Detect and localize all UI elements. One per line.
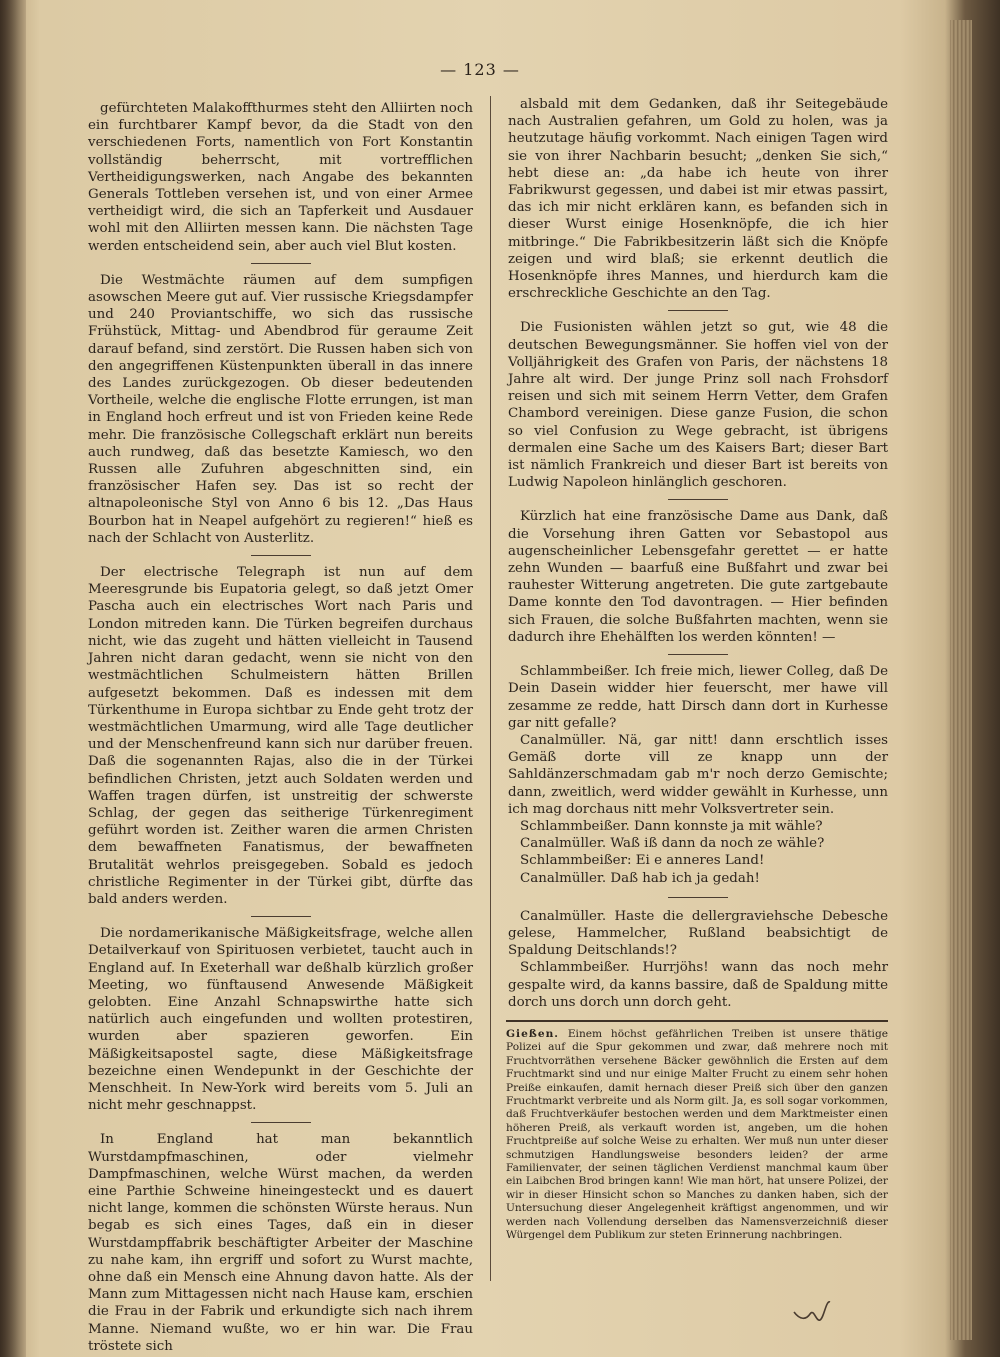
section-separator [251, 555, 311, 556]
dialog-line: Canalmüller. Waß iß dann da noch ze wähle? [520, 836, 825, 852]
column-divider [490, 96, 491, 1281]
news-body: Einem höchst gefährlichen Treiben ist unsere thätige Polizei auf die Spur gekommen und zwar, daß mehrere noch mit Fruchtvorräthen versehene Bäcker gewöhnlich die Ersten auf dem Fruchtmarkt sind und nur einige Malter Frucht zu einem sehr hohen Preiße einkaufen, damit hernach dieser Preiß sich über den ganzen Fruchtmarkt verbreite und als Norm gilt. Ja, es soll sogar vorkommen, daß Fruchtverkäufer bestochen werden und dem Marktmeister einen höheren Preiß, als verkauft worden ist, angeben, um die hohen Fruchtpreiße auf solche Weise zu erhalten. Wer muß nun unter dieser schmutzigen Handlungsweise besonders leiden? der arme Familienvater, der seinen täglichen Verdienst manchmal kaum über ein Laibchen Brod bringen kann! Wie man hört, hat unsere Polizei, der wir in dieser Hinsicht schon so Manches zu danken haben, sich der Untersuchung dieser Angelegenheit kräftigst angenommen, und wir werden nach Vollendung derselben das Namensverzeichniß dieser Würgengel dem Publikum zur steten Erinnerung nachbringen. [506, 1028, 888, 1242]
article-paragraph: Die nordamerikanische Mäßigkeitsfrage, welche allen Detailverkauf von Spirituosen verbietet, taucht auch in England auf. In Exeterhall war deßhalb kürzlich großer Meeting, wo fünftausend Anwesende Mäßigkeit gelobten. Eine Anzahl Schnapswirthe hatte sich natürlich auch eingefunden und wollten protestiren, wurden aber spazieren geworfen. Ein Mäßigkeitsapostel sagte, diese Mäßigkeitsfrage bezeichne einen Wendepunkt in der Geschichte der Menschheit. In New-York wird bereits vom 5. Juli an nicht mehr geschnappst. [88, 926, 473, 1114]
dialog-line: Schlammbeißer. Hurrjöhs! wann das noch mehr gespalte wird, da kanns bassire, daß de Spaldung mitte dorch uns dorch unn dorch geht. [508, 960, 888, 1010]
dialog-line: Canalmüller. Nä, gar nitt! dann erschtlich isses Gemäß dorte vill ze knapp unn der Sahldänzerschmadam gab m'r noch derzo Gemischte; dann, zweitlich, werd widder gewählt in Kurhesse, unn ich mag dorchaus nitt mehr Volksvertreter sein. [508, 732, 888, 817]
section-separator [668, 310, 728, 311]
right-column [508, 96, 888, 1011]
left-column [88, 100, 473, 1355]
right-column-articles [508, 96, 888, 655]
article-paragraph: alsbald mit dem Gedanken, daß ihr Seitegebäude nach Australien gefahren, um Gold zu holen, was ja heutzutage häufig vorkommt. Nach einigen Tagen wird sie von ihrer Nachbarin besucht; „denken Sie sich,“ hebt diese an: „da habe ich heute von ihrer Fabrikwurst gegessen, und dabei ist mir etwas passirt, das ich mir nicht erklären kann, es befanden sich in dieser Wurst einige Hosenknöpfe, die ich hier mitbringe.“ Die Fabrikbesitzerin läßt sich die Knöpfe zeigen und wird blaß; sie erkennt deutlich die Hosenknöpfe ihres Mannes, und hierdurch kam die erschreckliche Geschichte an den Tag. [508, 97, 888, 302]
section-separator [251, 263, 311, 264]
page-edge-stack [950, 20, 972, 1340]
article-paragraph: Die Westmächte räumen auf dem sumpfigen asowschen Meere gut auf. Vier russische Kriegsdampfer und 240 Proviantschiffe, wo sich das russische Frühstück, Mittag- und Abendbrod für geraume Zeit darauf befand, sind zerstört. Die Russen haben sich von den angegriffenen Küstenpunkten überall in das innere des Landes zurückgezogen. Ob dieser bedeutenden Vortheile, welche die englische Flotte errungen, ist man in England hoch erfreut und ist von Frieden keine Rede mehr. Die französische Collegschaft erklärt nun bereits auch rundweg, daß das besetzte Kamiesch, wo den Russen alle Zufuhren abgeschnitten sind, ein französischer Hafen sey. Das ist so recht der altnapoleonische Styl von Anno 6 bis 12. „Das Haus Bourbon hat in Neapel aufgehört zu regieren!“ hieß es nach der Schlacht von Austerlitz. [88, 272, 473, 546]
section-separator [668, 897, 728, 898]
dialog-line: Canalmüller. Daß hab ich ja gedah! [520, 870, 760, 886]
dialog-line: Schlammbeißer: Ei e anneres Land! [520, 853, 765, 869]
section-separator [668, 499, 728, 500]
dialog-line: Canalmüller. Haste die dellergraviehsche Debesche gelese, Hammelcher, Rußland beabsichtigt de Spaldung Deitschlands!? [508, 908, 888, 959]
dialect-dialog-second [508, 908, 888, 1011]
article-paragraph: In England hat man bekanntlich Wurstdampfmaschinen, oder vielmehr Dampfmaschinen, welche Würst machen, da werden eine Parthie Schweine hineingesteckt und es dauert nicht lange, kommen die schönsten Würste heraus. Nun begab es sich eines Tages, daß ein in dieser Wurstdampffabrik beschäftigter Arbeiter der Maschine zu nahe kam, ihn ergriff und sofort zu Wurst machte, ohne daß ein Mensch eine Ahnung davon hatte. Als der Mann zum Mittagessen nicht nach Hause kam, erschien die Frau in der Fabrik und erkundigte sich nach ihrem Manne. Niemand wußte, wo er hin war. Die Frau tröstete sich [88, 1132, 473, 1354]
page-number: — 123 — [440, 60, 520, 79]
article-paragraph: Die Fusionisten wählen jetzt so gut, wie 48 die deutschen Bewegungsmänner. Sie hoffen viel von der Volljährigkeit des Grafen von Paris, der nächstens 18 Jahre alt wird. Der junge Prinz soll nach Frohsdorf reisen und sich mit seinem Herrn Vetter, dem Grafen Chambord vereinigen. Diese ganze Fusion, die schon so viel Confusion zu Wege gebracht, ist übrigens dermalen eine Sache um des Kaisers Bart; dieser Bart ist nämlich Frankreich und dieser Bart ist bereits von Ludwig Napoleon hinlänglich geschoren. [508, 320, 888, 491]
section-separator [251, 916, 311, 917]
news-heading: Gießen. [506, 1028, 559, 1040]
pencil-signature-mark [790, 1290, 850, 1330]
dialog-line: Schlammbeißer. Ich freie mich, liewer Colleg, daß De Dein Dasein widder hier feuerscht, mer hawe vill zesamme ze redde, hatt Dirsch dann dort in Kurhesse gar nitt gefalle? [508, 664, 888, 731]
local-news-giessen [506, 1020, 888, 1243]
article-paragraph: gefürchteten Malakoffthurmes steht den Alliirten noch ein furchtbarer Kampf bevor, da die Stadt von den verschiedenen Forts, namentlich von Fort Konstantin vollständig beherrscht, mit vortrefflichen Vertheidigungswerken, nach Angabe des bekannten Generals Tottleben versehen ist, und von einer Armee vertheidigt wird, die sich an Tapferkeit und Ausdauer wohl mit den Alliirten messen kann. Die nächsten Tage werden entscheidend sein, aber auch viel Blut kosten. [88, 101, 473, 254]
article-paragraph: Der electrische Telegraph ist nun auf dem Meeresgrunde bis Eupatoria gelegt, so daß jetzt Omer Pascha auch ein electrisches Wort nach Paris und London mitreden kann. Die Türken begreifen durchaus nicht, wie das zugeht und hätten vielleicht in Tausend Jahren nicht daran gedacht, wenn sie nicht von den westmächtlichen Schulmeistern hätten Brillen aufgesetzt bekommen. Daß es indessen mit dem Türkenthume in Europa sichtbar zu Ende geht trotz der westmächtlichen Umarmung, wird alle Tage deutlicher und der Menschenfreund kann sich nur darüber freuen. Daß die sogenannten Rajas, also die in der Türkei befindlichen Christen, jetzt auch Soldaten werden und Waffen tragen dürfen, ist unstreitig der schwerste Schlag, der gegen das seitherige Türkenregiment geführt worden ist. Zeither waren die armen Christen dem bewaffneten Fanatismus, der bewaffneten Brutalität wehrlos preisgegeben. Sobald es jedoch christliche Regimenter in der Türkei gibt, dürfte das bald anders werden. [88, 565, 473, 907]
section-separator [668, 654, 728, 655]
article-paragraph: Kürzlich hat eine französische Dame aus Dank, daß die Vorsehung ihren Gatten vor Sebastopol aus augenscheinlicher Lebensgefahr gerettet — er hatte zehn Wunden — baarfuß eine Bußfahrt und zwar bei rauhester Witterung angetreten. Die gute zartgebaute Dame konnte den Tod davontragen. — Hier befinden sich Frauen, die solche Bußfahrten machten, wenn sie dadurch ihre Ehehälften los werden könnten! — [508, 509, 888, 645]
dialect-dialog [508, 663, 888, 887]
section-separator [251, 1122, 311, 1123]
dialog-line: Schlammbeißer. Dann konnste ja mit wähle? [520, 818, 823, 834]
binding-gutter [0, 0, 26, 1357]
